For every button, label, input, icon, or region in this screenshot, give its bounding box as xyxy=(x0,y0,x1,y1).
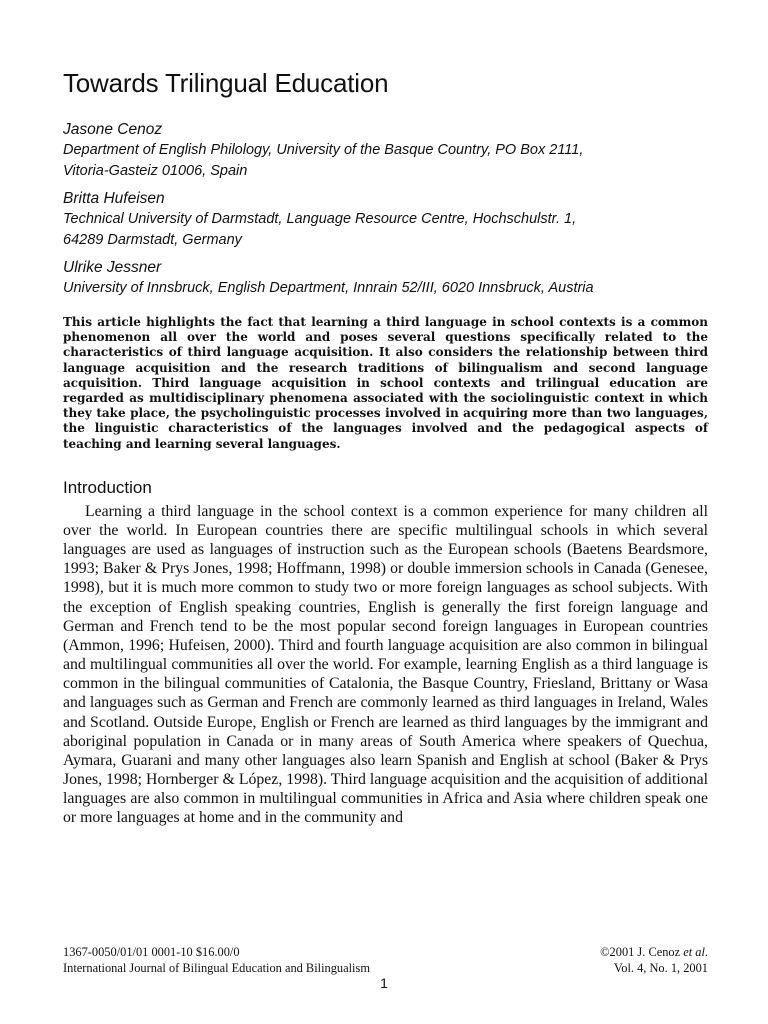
footer-copyright: ©2001 J. Cenoz et al. xyxy=(600,945,708,959)
author-name: Britta Hufeisen xyxy=(63,190,165,207)
page-footer xyxy=(63,944,708,976)
author-affiliation: University of Innsbruck, English Department, Innrain 52/III, 6020 Innsbruck, Austria xyxy=(63,280,594,296)
footer-issn: 1367-0050/01/01 0001-10 $16.00/0 xyxy=(63,945,240,959)
article-page xyxy=(63,68,708,827)
body-paragraph: Learning a third language in the school context is a common experience for many children all over the world. In European countries there are specific multilingual schools in which several languages are used as languages of instruction such as the European schools (Baetens Beardsmore, 1993; Baker & Prys Jones, 1998; Hoffmann, 1998) or double immersion schools in Canada (Genesee, 1998), but it is much more common to study two or more foreign languages as school subjects. With the exception of English speaking countries, English is generally the first foreign language and German and French tend to be the most popular second foreign languages in European countries (Ammon, 1996; Hufeisen, 2000). Third and fourth language acquisition are also common in bilingual and multilingual communities all over the world. For example, learning English as a third language is common in the bilingual communities of Catalonia, the Basque Country, Friesland, Brittany or Wasa and languages such as German and French are commonly learned as third languages in Ireland, Wales and Scotland. Outside Europe, English or French are learned as third languages by the immigrant and aboriginal population in Canada or in many areas of South America where speakers of Quechua, Aymara, Guarani and many other languages also learn Spanish and English at school (Baker & Prys Jones, 1998; Hornberger & López, 1998). Third language acquisition and the acquisition of additional languages are also common in multilingual communities in Africa and Asia where children speak one or more languages at home and in the community and xyxy=(63,502,708,827)
footer-volume: Vol. 4, No. 1, 2001 xyxy=(613,961,708,975)
section-heading: Introduction xyxy=(63,477,152,497)
author-affiliation: Department of English Philology, University of the Basque Country, PO Box 2111, Vitoria-Gasteiz 01006, Spain xyxy=(63,142,584,179)
author-name: Ulrike Jessner xyxy=(63,259,162,276)
author-affiliation: Technical University of Darmstadt, Language Resource Centre, Hochschulstr. 1, 64289 Darmstadt, Germany xyxy=(63,211,577,248)
abstract: This article highlights the fact that learning a third language in school contexts is a common phenomenon all over the world and poses several questions specifically related to the characteristics of third language acquisition. It also considers the relationship between third language acquisition and the research traditions of bilingualism and second language acquisition. Third language acquisition in school contexts and trilingual education are regarded as multidisciplinary phenomena associated with the sociolinguistic context in which they take place, the psycholinguistic processes involved in acquiring more than two languages, the linguistic characteristics of the languages involved and the pedagogical aspects of teaching and learning several languages. xyxy=(63,315,708,451)
page-number: 1 xyxy=(380,975,388,991)
author-name: Jasone Cenoz xyxy=(63,121,163,138)
footer-journal-name: International Journal of Bilingual Education and Bilingualism xyxy=(63,961,370,975)
article-title: Towards Trilingual Education xyxy=(63,68,389,98)
